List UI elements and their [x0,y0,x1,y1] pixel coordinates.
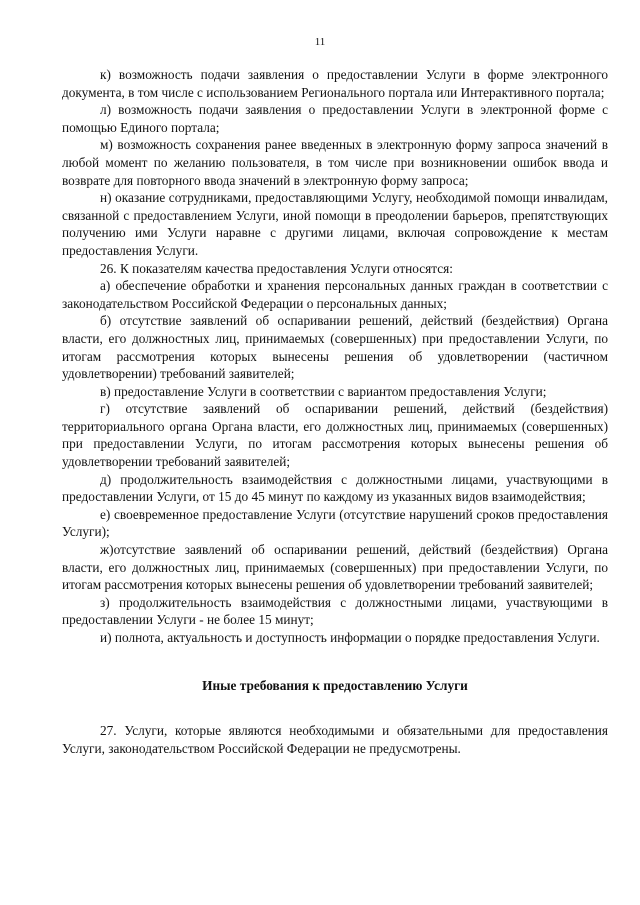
page-number: 11 [314,36,326,48]
paragraph-d: д) продолжительность взаимодействия с должностными лицами, участвующими в предоставлении Услуги, от 15 до 45 минут по каждому из указанных видов взаимодействия; [62,471,608,505]
paragraph-e: е) своевременное предоставление Услуги (отсутствие нарушений сроков предоставления Услуги); [62,506,608,540]
paragraph-g: г) отсутствие заявлений об оспаривании решений, действий (бездействия) территориального органа Органа власти, его должностных лиц, принимаемых (совершенных) при предоставлении Услуги, по итогам рассмотрения которых вынесены решения об удовлетворении требований заявителей; [62,401,608,470]
section-heading: Иные требования к предоставлению Услуги [202,677,468,693]
document-body [62,66,608,757]
paragraph-27: 27. Услуги, которые являются необходимыми и обязательными для предоставления Услуги, законодательством Российской Федерации не предусмотрены. [62,723,608,756]
paragraph-zh: ж)отсутствие заявлений об оспаривании решений, действий (бездействия) Органа власти, его должностных лиц, принимаемых (совершенных) при предоставлении Услуги, по итогам рассмотрения которых вынесены решения об удовлетворении требований заявителей; [62,542,608,593]
paragraph-b: б) отсутствие заявлений об оспаривании решений, действий (бездействия) Органа власти, его должностных лиц, принимаемых (совершенных) при предоставлении Услуги, по итогам рассмотрения которых вынесены решения об удовлетворении (частичном удовлетворении) требований заявителей; [62,313,608,382]
paragraph-26: 26. К показателям качества предоставления Услуги относятся: [100,260,453,276]
paragraph-v: в) предоставление Услуги в соответствии с вариантом предоставления Услуги; [100,383,547,399]
paragraph-l: л) возможность подачи заявления о предоставлении Услуги в электронной форме с помощью Единого портала; [62,102,608,135]
paragraph-m: м) возможность сохранения ранее введенных в электронную форму запроса значений в любой момент по желанию пользователя, в том числе при возникновении ошибок ввода и возврате для повторного ввода значений в электронную форму запроса; [62,137,608,188]
paragraph-z: з) продолжительность взаимодействия с должностными лицами, участвующими в предоставлении Услуги - не более 15 минут; [62,594,608,628]
paragraph-k: к) возможность подачи заявления о предоставлении Услуги в форме электронного документа, в том числе с использованием Регионального портала или Интерактивного портала; [62,67,608,100]
paragraph-i: и) полнота, актуальность и доступность информации о порядке предоставления Услуги. [100,630,600,645]
paragraph-n: н) оказание сотрудниками, предоставляющими Услугу, необходимой помощи инвалидам, связанной с предоставлением Услуги, иной помощи в преодолении барьеров, препятствующих получению ими Услуги наравне с другими лицами, включая сопровождение к местам предоставления Услуги. [62,190,608,258]
paragraph-a: а) обеспечение обработки и хранения персональных данных граждан в соответствии с законодательством Российской Федерации о персональных данных; [62,278,608,311]
